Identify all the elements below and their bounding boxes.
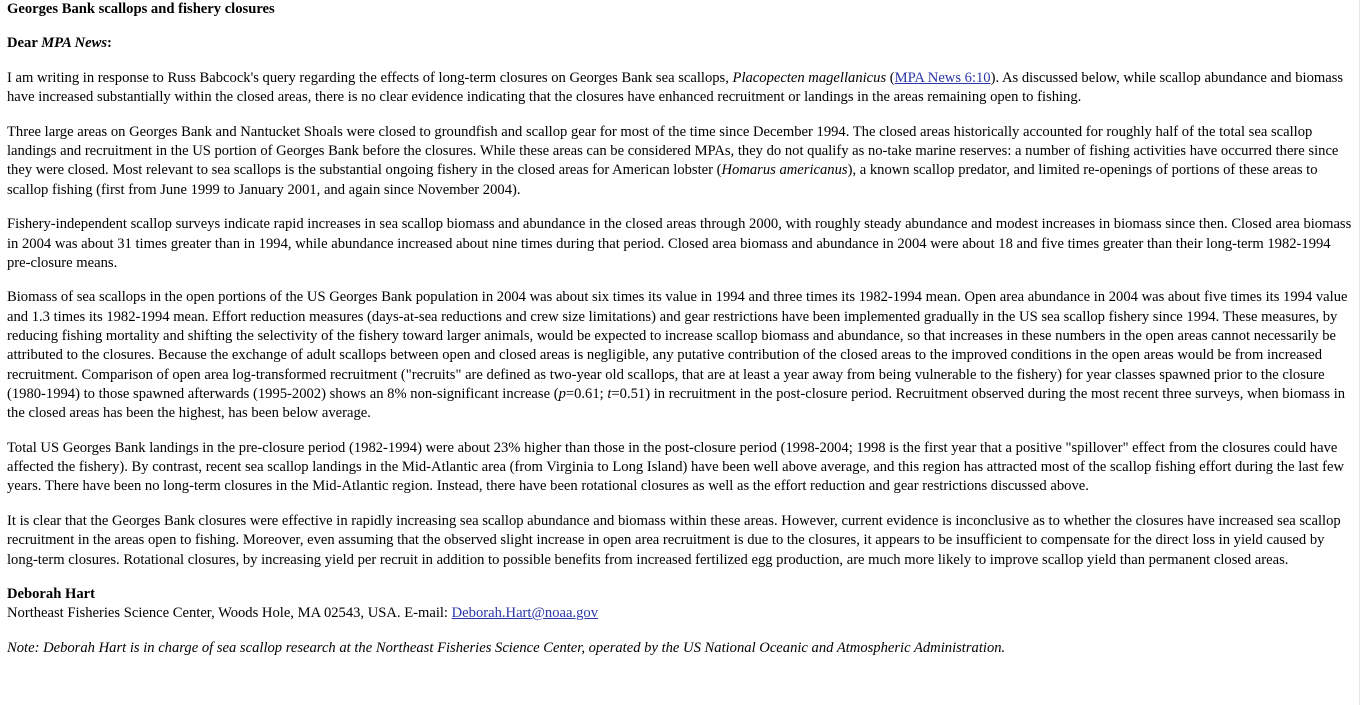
species-name: Placopecten magellanicus [732,69,887,86]
paragraph-text: ( [886,69,895,86]
author-note: Note: Deborah Hart is in charge of sea scallop research at the Northeast Fisheries Science Center, operated by the US National Oceanic and Atmospheric Administration. [7,640,1006,656]
right-border-divider [1359,0,1360,705]
paragraph-text: ), a known scallop predator, and limited re-openings of portions of these areas to scallop fishing (first from June 1999 to January 2001, and again since November 2004). [7,162,1318,198]
signature-affiliation [7,604,1352,623]
stat-variable-t: t [607,385,612,402]
species-name: Homarus americanus [721,162,848,179]
affiliation-text: Northeast Fisheries Science Center, Woods Hole, MA 02543, USA. E-mail: [7,605,452,622]
paragraph-text: Biomass of sea scallops in the open portions of the US Georges Bank population in 2004 was about six times its value in 1994 and three times its 1982-1994 mean. Open area abundance in 2004 was about five times its 1994 value and 1.3 times its 1982-1994 mean. Effort reduction measures (days-at-sea reductions and crew size limitations) and gear restrictions have been implemented gradually in the US sea scallop fishery since 1994. These measures, by reducing fishing mortality and shifting the selectivity of the fishery toward larger animals, would be expected to increase scallop biomass and abundance, so that increases in these numbers in the open areas cannot necessarily be attributed to the closures. Because the exchange of adult scallops between open and closed areas is negligible, any putative contribution of the closed areas to the improved conditions in the open areas would be from increased recruitment. Comparison of open area log-transformed recruitment ("recruits" are defined as two-year old scallops, that are at least a year away from being vulnerable to the fishery) for year classes spawned prior to the closure (1980-1994) to those spawned afterwards (1995-2002) shows an 8% non-significant increase ( [7,289,1348,402]
email-link[interactable]: Deborah.Hart@noaa.gov [451,605,598,622]
stat-variable-p: p [558,385,566,402]
paragraph-closures [7,123,1352,200]
paragraph-landings: Total US Georges Bank landings in the pre-closure period (1982-1994) were about 23% higher than those in the post-closure period (1998-2004; 1998 is the first year that a positive "spillover" effect from the closures could have affected the fishery). By contrast, recent sea scallop landings in the Mid-Atlantic area (from Virginia to Long Island) have been well above average, and this region has attracted most of the scallop fishing effort during the last few years. There have been no long-term closures in the Mid-Atlantic region. Instead, there have been rotational closures as well as the effort reduction and gear restrictions discussed above. [7,439,1344,495]
salutation [7,34,1352,53]
page-title: Georges Bank scallops and fishery closures [7,1,275,17]
letter [7,0,1352,658]
paragraph-conclusion: It is clear that the Georges Bank closures were effective in rapidly increasing sea scallop abundance and biomass within these areas. However, current evidence is inconclusive as to whether the closures have increased sea scallop recruitment in the areas open to fishing. Moreover, even assuming that the observed slight increase in open area recruitment is due to the closures, it appears to be insufficient to compensate for the direct loss in yield caused by long-term closures. Rotational closures, by increasing yield per recruit in addition to possible benefits from increased fertilized egg production, are much more likely to improve scallop yield than permanent closed areas. [7,513,1341,568]
salutation-suffix: : [107,35,112,52]
paragraph-open-areas [7,288,1352,423]
paragraph-text: =0.61; [565,385,608,402]
paragraph-intro [7,69,1352,108]
salutation-name: MPA News [41,35,108,52]
paragraph-text: I am writing in response to Russ Babcock's query regarding the effects of long-term closures on Georges Bank sea scallops, [7,69,733,86]
paragraph-text: =0.51) in recruitment in the post-closure period. Recruitment observed during the most recent three surveys, when biomass in the closed areas has been the highest, has been below average. [7,385,1346,422]
salutation-prefix: Dear [7,35,42,52]
paragraph-text: ). As discussed below, while scallop abundance and biomass have increased substantially within the closed areas, there is no clear evidence indicating that the closures have enhanced recruitment or landings in the areas remaining open to fishing. [7,69,1344,106]
paragraph-text: Three large areas on Georges Bank and Nantucket Shoals were closed to groundfish and scallop gear for most of the time since December 1994. The closed areas historically accounted for roughly half of the total sea scallop landings and recruitment in the US portion of Georges Bank before the closures. While these areas can be considered MPAs, they do not qualify as no-take marine reserves: a number of fishing activities have occurred there since they were closed. Most relevant to sea scallops is the substantial ongoing fishery in the closed areas for American lobster ( [7,123,1339,179]
paragraph-surveys: Fishery-independent scallop surveys indicate rapid increases in sea scallop biomass and abundance in the closed areas through 2000, with roughly steady abundance and modest increases in biomass since then. Closed area biomass in 2004 was about 31 times greater than in 1994, while abundance increased about nine times during that period. Closed area biomass and abundance in 2004 were about 18 and five times greater than their long-term 1982-1994 pre-closure means. [7,216,1352,271]
signature-name: Deborah Hart [7,585,95,602]
mpa-news-link[interactable]: MPA News 6:10 [894,69,991,86]
